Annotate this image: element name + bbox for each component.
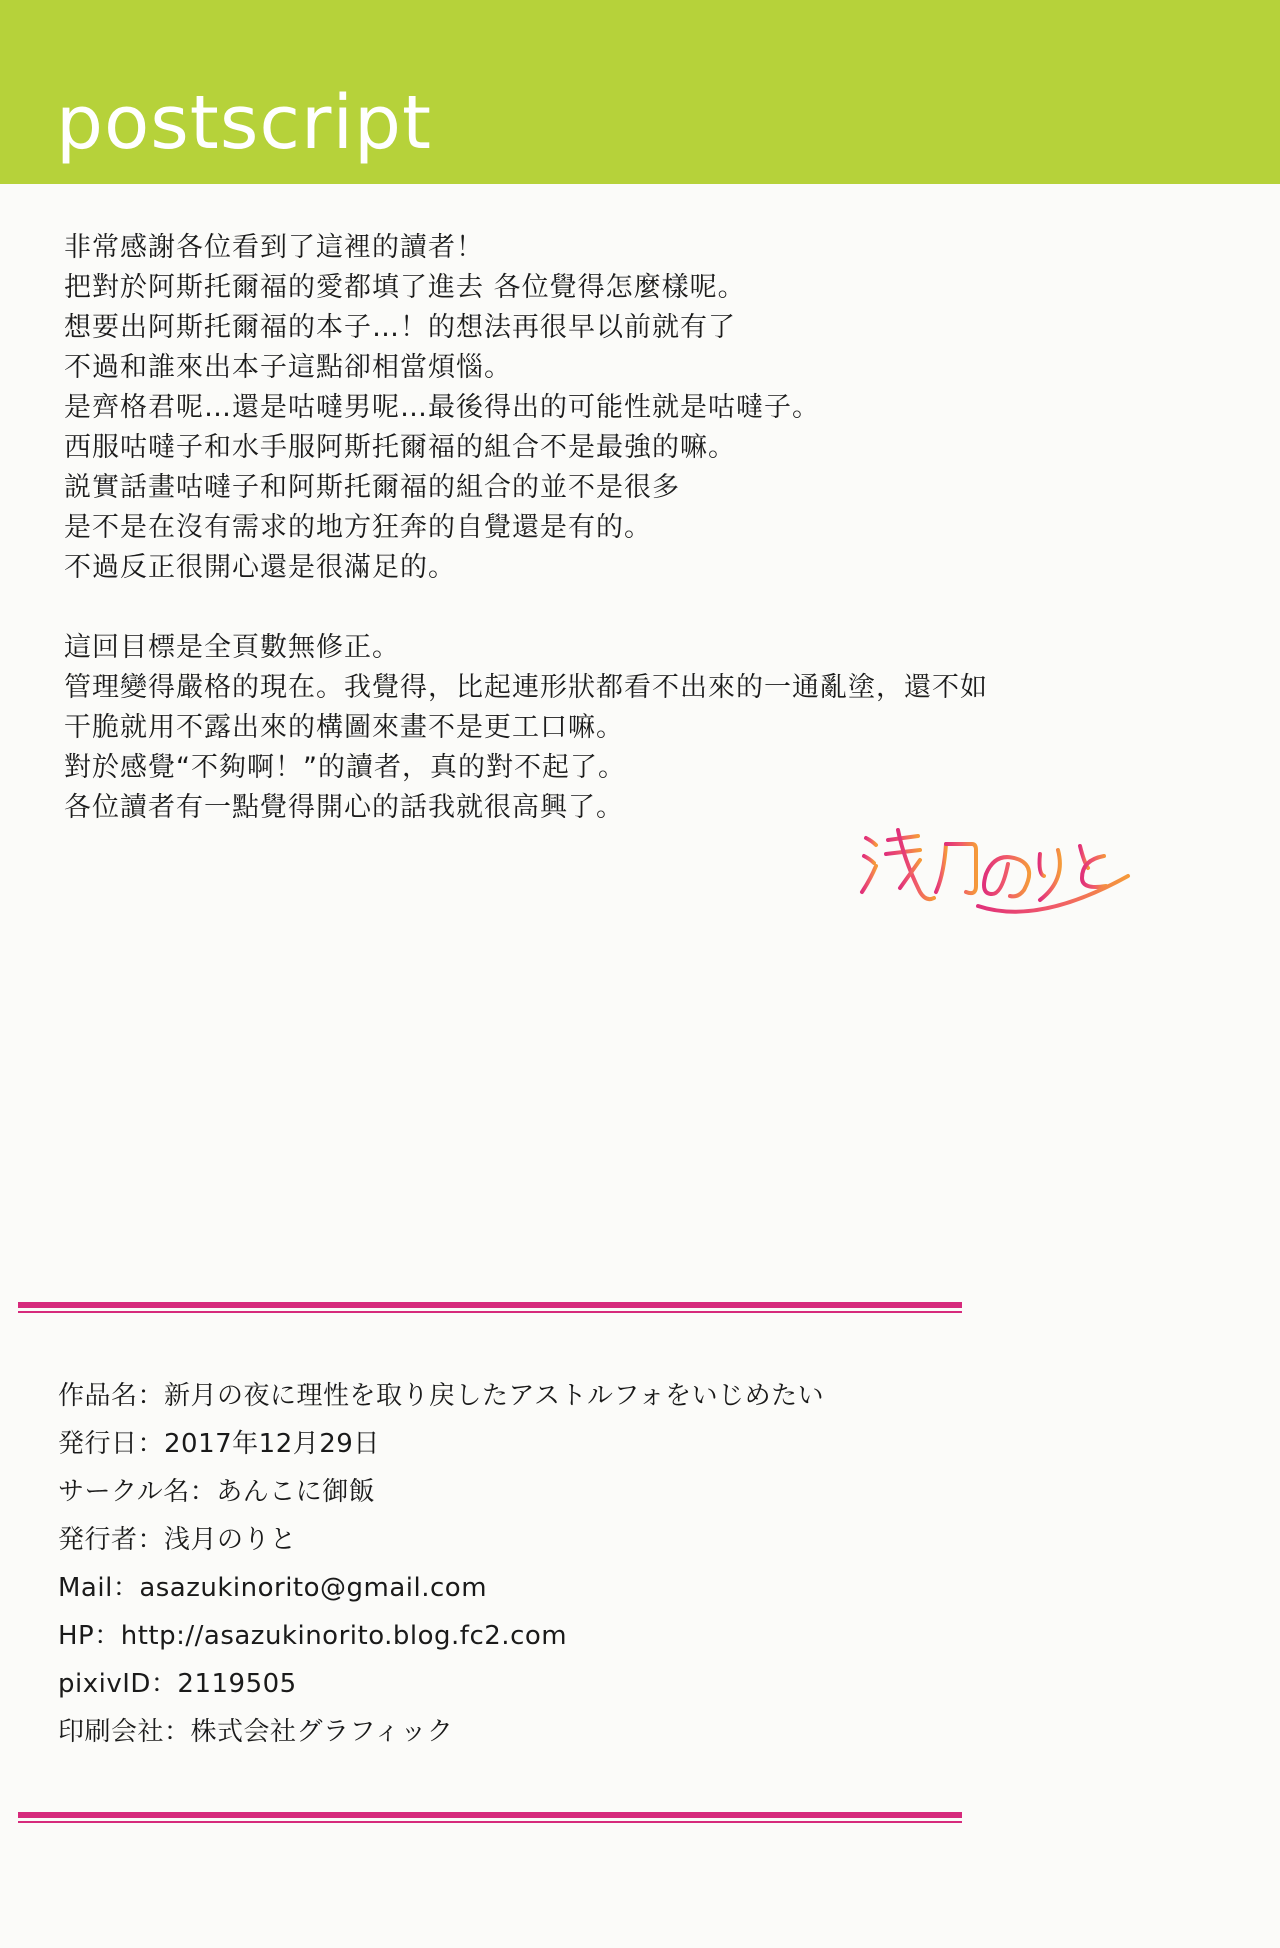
colophon (58, 1372, 1158, 1756)
paragraph-1 (64, 228, 1184, 588)
text-line: 説實話畫咕噠子和阿斯托爾福的組合的並不是很多 (64, 472, 680, 503)
top-divider (18, 1302, 962, 1313)
text-line: 管理變得嚴格的現在。我覺得，比起連形狀都看不出來的一通亂塗，還不如 (64, 672, 988, 703)
colophon-title: 作品名：新月の夜に理性を取り戻したアストルフォをいじめたい (58, 1381, 825, 1411)
text-line: 非常感謝各位看到了這裡的讀者！ (64, 232, 484, 263)
colophon-date: 発行日：2017年12月29日 (58, 1429, 380, 1459)
bottom-divider (18, 1812, 962, 1823)
postscript-body (64, 228, 1184, 828)
header-banner (0, 0, 1280, 184)
text-line: 不過反正很開心還是很滿足的。 (64, 552, 456, 583)
page-title: postscript (56, 80, 433, 166)
text-line: 西服咕噠子和水手服阿斯托爾福的組合不是最強的嘛。 (64, 432, 736, 463)
text-line: 是不是在沒有需求的地方狂奔的自覺還是有的。 (64, 512, 652, 543)
colophon-printer: 印刷会社：株式会社グラフィック (58, 1717, 454, 1747)
text-line: 各位讀者有一點覺得開心的話我就很高興了。 (64, 792, 624, 823)
text-line: 是齊格君呢…還是咕噠男呢…最後得出的可能性就是咕噠子。 (64, 392, 820, 423)
colophon-homepage: HP：http://asazukinorito.blog.fc2.com (58, 1621, 568, 1651)
text-line: 把對於阿斯托爾福的愛都填了進去 各位覺得怎麼樣呢。 (64, 272, 746, 303)
text-line: 想要出阿斯托爾福的本子…！的想法再很早以前就有了 (64, 312, 736, 343)
colophon-pixiv: pixivID：2119505 (58, 1669, 297, 1699)
colophon-mail: Mail：asazukinorito@gmail.com (58, 1573, 488, 1603)
handwritten-signature (858, 820, 1138, 920)
text-line: 不過和誰來出本子這點卻相當煩惱。 (64, 352, 512, 383)
colophon-circle: サークル名：あんこに御飯 (58, 1477, 376, 1507)
colophon-publisher: 発行者：浅月のりと (58, 1525, 297, 1555)
paragraph-2 (64, 628, 1184, 828)
text-line: 干脆就用不露出來的構圖來畫不是更工口嘛。 (64, 712, 624, 743)
text-line: 這回目標是全頁數無修正。 (64, 632, 400, 663)
text-line: 對於感覺“不夠啊！”的讀者，真的對不起了。 (64, 752, 626, 783)
